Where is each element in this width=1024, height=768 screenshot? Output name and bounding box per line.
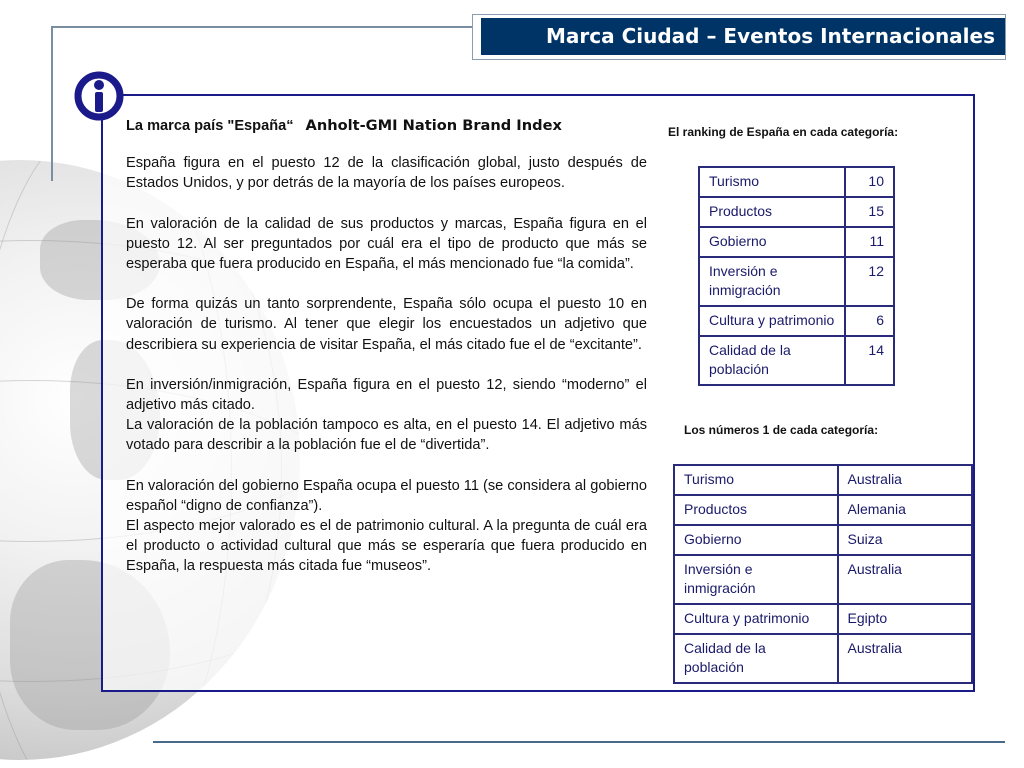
ranking-category: Gobierno: [699, 227, 845, 257]
leaders-title: Los números 1 de cada categoría:: [684, 423, 879, 437]
table-row: [674, 634, 972, 683]
paragraph: En inversión/inmigración, España figura en el puesto 12, siendo “moderno” el adjetivo más citado.: [126, 376, 647, 414]
leaders-country: Egipto: [838, 604, 973, 634]
panel-left-border: [101, 120, 103, 692]
leaders-category: Productos: [674, 495, 838, 525]
leaders-country: Alemania: [838, 495, 973, 525]
leaders-category: Cultura y patrimonio: [674, 604, 838, 634]
table-row: [674, 604, 972, 634]
table-row: [674, 465, 972, 495]
leaders-country: Australia: [838, 634, 973, 683]
article: [126, 116, 647, 577]
panel-top-border: [122, 94, 974, 96]
title-banner: [472, 14, 1006, 60]
ranking-value: 10: [845, 167, 894, 197]
ranking-value: 6: [845, 306, 894, 336]
info-icon: [73, 70, 125, 122]
leaders-category: Turismo: [674, 465, 838, 495]
paragraph: El aspecto mejor valorado es el de patrimonio cultural. A la pregunta de cuál era el producto o actividad cultural que más se esperaría que fuera producido en España, la respuesta más citada fue “museos”.: [126, 518, 647, 575]
footer-rule: [153, 741, 1005, 743]
table-row: [674, 555, 972, 604]
paragraph: La valoración de la población tampoco es alta, en el puesto 14. El adjetivo más votado para describir a la población fue el de “divertida”.: [126, 417, 647, 454]
table-row: [699, 306, 894, 336]
paragraph: En valoración de la calidad de sus productos y marcas, España figura en el puesto 12. Al ser preguntados por cuál era el tipo de producto que más se esperaba que fuera producido en España, el más mencionado fue “la comida”.: [126, 215, 647, 273]
table-row: [674, 525, 972, 555]
leaders-category: Inversión e inmigración: [674, 555, 838, 604]
ranking-category: Calidad de la población: [699, 336, 845, 385]
ranking-category: Productos: [699, 197, 845, 227]
table-row: [699, 167, 894, 197]
leaders-category: Gobierno: [674, 525, 838, 555]
table-row: [674, 495, 972, 525]
paragraph: España figura en el puesto 12 de la clasificación global, justo después de Estados Unidos, y por detrás de la mayoría de los países europeos.: [126, 155, 647, 192]
table-row: [699, 257, 894, 306]
frame-left-line: [51, 26, 53, 181]
ranking-value: 11: [845, 227, 894, 257]
ranking-category: Cultura y patrimonio: [699, 306, 845, 336]
ranking-table: [698, 166, 895, 386]
frame-top-line: [51, 26, 473, 28]
article-heading-index: Anholt-GMI Nation Brand Index: [305, 117, 562, 134]
leaders-country: Australia: [838, 465, 973, 495]
ranking-value: 14: [845, 336, 894, 385]
leaders-category: Calidad de la población: [674, 634, 838, 683]
table-row: [699, 197, 894, 227]
page-title: Marca Ciudad – Eventos Internacionales: [481, 18, 1005, 55]
ranking-title: El ranking de España en cada categoría:: [668, 125, 899, 139]
ranking-value: 15: [845, 197, 894, 227]
article-heading: [126, 116, 647, 136]
leaders-country: Suiza: [838, 525, 973, 555]
table-row: [699, 336, 894, 385]
leaders-table: [673, 464, 973, 684]
paragraph: En valoración del gobierno España ocupa el puesto 11 (se considera al gobierno español “digno de confianza”).: [126, 477, 647, 514]
ranking-value: 12: [845, 257, 894, 306]
article-heading-title: La marca país "España“: [126, 118, 294, 134]
table-row: [699, 227, 894, 257]
ranking-category: Inversión e inmigración: [699, 257, 845, 306]
leaders-country: Australia: [838, 555, 973, 604]
paragraph: De forma quizás un tanto sorprendente, España sólo ocupa el puesto 10 en valoración de turismo. Al tener que elegir los encuestados un adjetivo que describiera su experiencia de visitar España, el más citado fue el de “excitante”.: [126, 296, 647, 353]
ranking-category: Turismo: [699, 167, 845, 197]
